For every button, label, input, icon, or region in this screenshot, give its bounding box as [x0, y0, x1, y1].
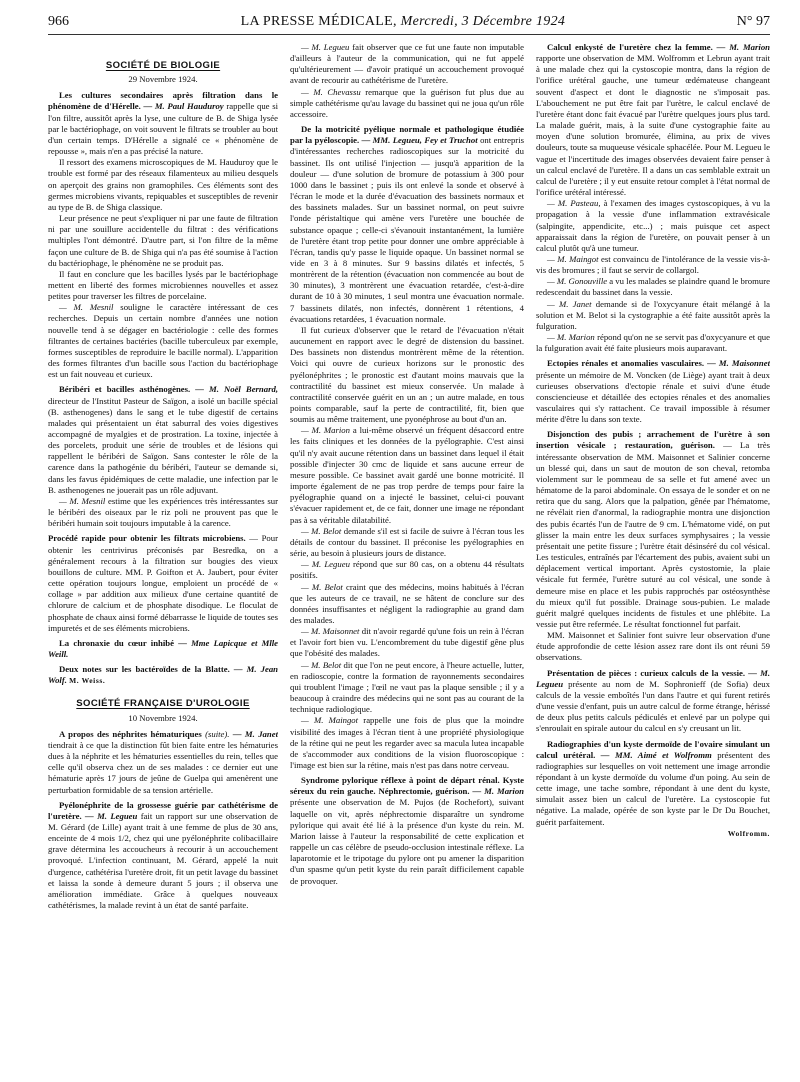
article-paragraph [290, 526, 524, 559]
article-heading-suffix: (suite). [201, 728, 230, 739]
article-heading: Ectopies rénales et anomalies vasculaires. [547, 358, 705, 369]
speaker-name: — M. Maingot [301, 715, 359, 726]
article-text: répond qu'on ne se servit pas d'oxycyanure et que la fulguration avait été faite plusieurs mois auparavant. [536, 332, 770, 354]
article-paragraph [290, 559, 524, 581]
article-author: — M. Noël Bernard, [190, 384, 278, 395]
speaker-name: — M. Marion [301, 425, 350, 436]
article-paragraph: Leur présence ne peut s'expliquer ni par une faute de filtration ni par une souillure accidentelle du filtrat : des vérifications multiples l'ont démontré. D'autre part, si l'on filtre de la même façon une culture de B. de Shiga qui n'a pas été soumise à l'action du bactériophage, le phénomène ne se produit pas. [48, 213, 278, 268]
article-text: tiendrait à ce que la distinction fût bien faite entre les hématuries dues à la néphrite et les hématuries essentielles du rein, telles que celle qu'il observa chez un de ses malades : ce dernier eut une hématurie après 17 jours de jeûne de Guelpa qui amenèrent une perturbation formidable de sa tension artérielle. [48, 739, 278, 795]
article-heading: Radiographies d'un kyste dermoïde de l'ovaire simulant un calcul urétéral. [536, 738, 770, 760]
article-text: fait un rapport sur une observation de M. Gérard (de Lille) ayant trait à une femme de plus de 30 ans, enceinte de 4 mois 1/2, chez qui une pyélonéphrite colibacillaire grave détermina les accoucheurs à recourir à un accouchement provoqué. L'infection continuant, M. Gérard, appelé la nuit d'urgence, cathétérisa l'uretère droit, fit un petit lavage du bassinet et laissa la sonde à demeure durant 5 jours ; il observa une amélioration immédiate. Grâce à quelques nouveaux cathétérismes, la malade revint à un état de santé parfaite. [48, 810, 278, 911]
article-paragraph [290, 775, 524, 887]
article-paragraph [48, 302, 278, 380]
article-paragraph [48, 664, 278, 686]
article-text: a vu les malades se plaindre quand le bromure redescendait du bassinet dans la vessie. [536, 276, 770, 298]
speaker-name: — M. Gonouville [547, 276, 608, 287]
speaker-name: — M. Janet [547, 298, 592, 309]
article-author: — MM. Aimé et Wolfromm [595, 749, 712, 760]
article-columns [48, 42, 770, 1076]
article-heading: Calcul enkysté de l'uretère chez la femme. [547, 42, 713, 52]
journal-name: LA PRESSE MÉDICALE, [240, 14, 397, 29]
article-heading: Présentation de pièces : curieux calculs de la vessie. [547, 667, 746, 678]
article-text: ont entrepris d'intéressantes recherches radioscopiques sur la motricité du bassinet. Ils ont utilisé l'injection — jusqu'à apparition de la douleur — d'une solution de bromure de potassium à 300 pour 1000 dans le bassinet ; puis ils ont enlevé la sonde et observé à l'écran le mode et la durée d'évacuation des bassinets normaux et des bassinets malades. Sur un bassinet normal, on peut suivre l'onde péristaltique qui amène vers l'uretère une bouchée de substance opaque ; celle-ci s'évanouit instantanément, la lumière de l'uretère étant trop petite pour donner une ombre appréciable à l'écran, tandis qu'y passe le liquide opaque. Un bassinet normal se vide en 3 à 8 minutes. Sur 9 bassins dilatés et infectés, 5 montrèrent de la rétention (évacuation non commencée au bout de 30 minutes), 3 montrèrent une évacuation retardée, c'est-à-dire durant de 10 à 30 minutes, 1 seul montra une évacuation normale. 7 bassinets dilatés, non infectés, donnèrent 1 rétentions, 4 évacuations retardées, 1 évacuation normale. [290, 135, 524, 324]
article-paragraph [290, 425, 524, 525]
section-title-urologie: SOCIÉTÉ FRANÇAISE D'UROLOGIE [76, 698, 250, 710]
column-3 [536, 42, 770, 1076]
speaker-name: — M. Marion [547, 332, 595, 343]
article-author: — M. Maisonnet [704, 358, 770, 369]
article-text: estime que les expériences très intéressantes sur le béribéri des oiseaux par le riz poli ne prouvent pas que le béribéri humain soit toujours imputable à la carence. [48, 495, 278, 529]
article-heading: Procédé rapide pour obtenir les filtrats microbiens. [48, 533, 246, 544]
article-author: — M. Marion [469, 786, 524, 797]
article-paragraph [536, 254, 770, 276]
article-text: — La très intéressante observation de MM. Maisonnet et Salinier concerne un blessé qui, dans un saut de mouton de son cheval, retomba violemment sur le pommeau de sa selle et fut amené avec un hématome de la paroi abdominale. On essaya de le sonder et on ne retira que du sang. Alors que la palpation, gênée par l'hématome, ne révélait rien d'anormal, la radiographie montra une disjonction des pubis écartés l'un de l'autre de 9 cm. L'hématome vidé, on put glisser la main entre les deux surfaces symphysaires ; la vessie présentait une petite fissure ; l'urètre était désinséré du col vésical. Les testicules, entraînés par l'écartement des pubis, avaient subi un déplacement vertical important. Après cystostomie, la plaie vésicale fut fermée, l'urètre suturé au col vésical, une sonde à demeure mise en place et les pubis rapprochés par ostéosynthèse du mieux qu'il fut possible. Drainage sous-pubien. Le malade guérit malgré quelques incidents de fistules et une phlébite. La vessie put être refermée. Le résultat fonctionnel fut parfait. [536, 440, 770, 629]
speaker-name: — M. Chevassu [301, 86, 361, 97]
article-paragraph: Il ressort des examens microscopiques de M. Hauduroy que le trouble est formé par des réseaux filamenteux au milieu desquels on aperçoit des grains non gramophiles. Ces éléments sont des germes microbiens vivants, repiquables et susceptibles de revenir au type de B. de Shiga classique. [48, 157, 278, 212]
article-heading: A propos des néphrites hématuriques [59, 728, 202, 739]
article-paragraph [48, 638, 278, 660]
article-text: rapporte une observation de MM. Wolfromm et Lebrun ayant trait à une malade chez qui la cystoscopie montra, dans la région de l'orifice urétéral gauche, une tumeur œdémateuse changeant souvent d'aspect et dont le diagnostic ne s'imposait pas. L'abouchement ne put être fait par l'urètre, le calcul enclavé de l'uretère étant donc fait évacué par l'urètre quelques jours plus tard. La malade guérit, mais, à la suite d'une cystographie faite au moyen d'une solution bromurée, élimina, au prix de vives douleurs, toute sa muqueuse vésicale sphacélée. Pour M. Legueu le vague et l'incertitude des images observées devaient faire penser à un calcul enclavé de l'uretère. Il a dans un cas semblable extrait un calcul de l'uretère ; il y eut ensuite retour complet à l'état normal de l'orifice urétéral intéressé. [536, 53, 770, 198]
article-author: — M. Legueu [536, 667, 770, 689]
article-paragraph [536, 739, 770, 828]
journal-title-line [241, 14, 566, 30]
speaker-name: — M. Mesnil [59, 495, 106, 506]
article-heading: Les cultures secondaires après filtration dans le phénomène de d'Hérelle. [48, 90, 278, 112]
article-paragraph: Il fut curieux d'observer que le retard de l'évacuation n'était aucunement en rapport avec le degré de distension du bassinet. Des bassinets non distendus montrèrent même de la rétention. Voici qui ouvre de curieux horizons sur le pronostic des pyélonéphrites ; le pronostic est d'autant moins mauvais que la contractilité du bassinet est mieux conservée. Un malade à contractilité conservée guérit en un an ; un autre malade, en tous points comparable, sauf la perte de contractilité, fit, bien que soumis au même traitement, une pyonéphrose au bout d'un an. [290, 324, 524, 425]
article-paragraph: MM. Maisonnet et Salinier font suivre leur observation d'une étude approfondie de cette lésion assez rare dont ils ont réuni 59 observations. [536, 630, 770, 663]
article-text: présente au nom de M. Sophronieff (de Sofia) deux calculs de la vessie emboîtés l'un dans l'autre et qui furent retirés d'une vessie d'enfant, puis un autre calcul de forme étrange, hérissé de deux plus petits calculs pédiculés et enlevé par un polype qui s'enroulait en spirale autour du calcul en s'y creusant un lit. [536, 678, 770, 734]
section-date-biologie: 29 Novembre 1924. [128, 74, 198, 85]
section-date-urologie: 10 Novembre 1924. [128, 712, 198, 723]
article-author: — MM. Legueu, Fey et Truchot [359, 135, 478, 146]
column-2 [290, 42, 524, 1076]
article-paragraph [536, 42, 770, 198]
article-text: présentent des radiographies sur lesquelles on voit nettement une image arrondie répondant à un kyste dermoïde du volume d'un poing. Au sein de cette image, une tache sombre, répondant à une dent du kyste, simulait assez bien un calcul de l'uretère. La cystoscopie fut négative. La malade, opérée de son kyste par le Dr Du Bouchet, guérit parfaitement. [536, 749, 770, 827]
article-author: — M. Jean Wolf. [48, 664, 278, 686]
article-paragraph: Il faut en conclure que les bacilles lysés par le bactériophage mettent en liberté des formes microbiennes nouvelles et assez petites pour traverser les filtres de porcelaine. [48, 268, 278, 302]
speaker-name: — M. Legueu [301, 42, 350, 52]
speaker-name: — M. Mesnil [59, 302, 114, 313]
article-paragraph [290, 42, 524, 87]
article-paragraph [536, 668, 770, 735]
speaker-name: — M. Maisonnet [301, 626, 360, 637]
article-text: présente une observation de M. Pujos (de Rochefort), suivant laquelle on vit, après néphrectomie disparaître un syndrome pylorique qui avait été lié à la présence d'un kyste du rein. M. Marion laisse à l'auteur la responsabilité de cette explication et rappelle un cas célèbre de pseudo-occlusion intestinale réflexe. La laparotomie et le tripotage du pylore ont pu amener la disparition d'un spasme qu'un petit kyste du rein paraît difficilement capable de provoquer. [290, 797, 524, 886]
article-text: craint que des médecins, moins habitués à l'écran que les auteurs de ce travail, ne se hâtent de conclure sur des données insuffisantes et négligent la radiographie au grand dam des malades. [290, 581, 524, 625]
article-author: — M. Legueu [81, 810, 138, 821]
reporter-signature: Wolfromm. [727, 828, 770, 838]
article-text: demande si de l'oxycyanure était mélangé à la solution et M. Belot si la cystographie a été faite aussitôt après la fulguration. [536, 298, 770, 331]
article-heading: De la motricité pyélique normale et pathologique étudiée par la pyéloscopie. [290, 124, 524, 146]
article-paragraph [536, 198, 770, 254]
issue-date: Mercredi, 3 Décembre 1924 [400, 14, 566, 29]
speaker-name: — M. Pasteau, [547, 198, 601, 209]
article-paragraph [48, 90, 278, 157]
article-paragraph [536, 332, 770, 354]
article-text: répond que sur 80 cas, on a obtenu 44 résultats positifs. [290, 559, 524, 581]
article-text: dit n'avoir regardé qu'une fois un rein à l'écran et l'avoir fort bien vu. L'encombrement du tube digestif gêne plus que l'obésité des malades. [290, 626, 524, 659]
article-paragraph [48, 533, 278, 633]
article-heading: Deux notes sur les bactéroïdes de la Blatte. [59, 664, 230, 675]
article-text: directeur de l'Institut Pasteur de Saïgon, a isolé un bacille spécial (B. asthenogenes) dans le sang et le tube digestif de certains malades qui présentaient un état saburral des voies digestives accompagné de myalgies et de prostration. La toxine, injectée à des porcelets, produit une série de troubles et de lésions qui rappellent le béribéri de Saïgon. Sans contester le rôle de la carence dans la pathogénie du béribéri, l'auteur se demande si, dans les favus épidémiques de cette maladie, une infection par le B. asthenogenes ne jouerait pas un rôle adjuvant. [48, 395, 278, 495]
page-number: 966 [48, 14, 69, 29]
article-paragraph [536, 358, 770, 425]
article-text: demande s'il est si facile de suivre à l'écran tous les détails de contour du bassinet. Il préconise les pyélographies en série, au besoin à plusieurs jours de distance. [290, 525, 524, 559]
article-paragraph [48, 384, 278, 496]
article-paragraph [536, 276, 770, 298]
article-text: fait observer que ce fut une faute non imputable d'ailleurs à l'auteur de la communication, qui ne fut appelé qu'ultérieurement — d'avoir pratiqué un accouchement provoqué avant de recourir au cathétérisme de l'uretère. [290, 42, 524, 86]
speaker-name: — M. Maingot [547, 253, 599, 264]
article-paragraph [290, 124, 524, 325]
article-paragraph [536, 299, 770, 332]
article-text: dit que l'on ne peut encore, à l'heure actuelle, lutter, en radioscopie, contre la formation de rayonnements secondaires qui troublent l'image ; l'œil ne vaut pas la plaque sensible ; il y a beaucoup à craindre des médecins qui ne sont pas au courant de la technique radiologique. [290, 659, 524, 715]
section-title-biologie: SOCIÉTÉ DE BIOLOGIE [105, 60, 221, 71]
article-heading: Disjonction des pubis ; arrachement de l'urètre à son insertion vésicale ; restauration, guérison. [536, 429, 770, 451]
speaker-name: — M. Legueu [301, 559, 350, 570]
article-text: est convaincu de l'intolérance de la vessie vis-à-vis des bromures ; il faut se servir de collargol. [536, 253, 770, 276]
article-text: remarque que la guérison fut plus due au simple cathétérisme qu'au lavage du bassinet qui ne joua qu'un rôle accessoire. [290, 86, 524, 119]
article-text: à l'examen des images cystoscopiques, à vu la propagation à la vessie d'une inflammation extravésicale (salpingite, appendicite, etc...) ; mais puisque cet aspect apparaissait dans la région de l'uretère, on pouvait penser à un calcul plutôt qu'à une tumeur. [536, 198, 770, 253]
article-text: souligne le caractère intéressant de ces recherches. Depuis un certain nombre d'années une notion nouvelle tend à se dégager en bactériologie : celle des formes filtrantes de certaines bactéries (bacille tuberculeux par exemple, formes susceptibles de reproduire le bacille normal). L'apparition des formes filtrantes d'un bacille sous l'action du bactériophage est un fait nouveau et curieux. [48, 302, 278, 380]
article-author: — M. Marion [712, 42, 770, 52]
article-heading: Pyélonéphrite de la grossesse guérie par cathétérisme de l'uretère. [48, 799, 278, 821]
article-paragraph [290, 87, 524, 120]
article-heading: La chronaxie du cœur inhibé [59, 637, 174, 648]
article-paragraph [290, 626, 524, 659]
article-paragraph [290, 660, 524, 716]
article-heading: Syndrome pylorique réflexe à point de départ rénal. Kyste séreux du rein gauche. Néphrectomie, guérison. [290, 775, 524, 797]
issue-number: N° 97 [736, 14, 770, 29]
article-author: — M. Paul Hauduroy [143, 101, 224, 112]
article-paragraph [536, 429, 770, 630]
column-1 [48, 42, 278, 1076]
speaker-name: — M. Belot [301, 525, 342, 536]
article-author: — Mme Lapicque et Mlle Weill. [48, 637, 278, 659]
speaker-name: — M. Belot [301, 659, 342, 670]
article-paragraph [48, 800, 278, 912]
reporter-signature: M. Weiss. [69, 676, 106, 686]
article-paragraph [48, 729, 278, 796]
article-text: — Pour obtenir les centrivirus préconisés par Besredka, on a généralement recours à la filtration sur bougies des vieux bouillons de culture. MM. P. Goifton et A. Jaubert, pour éviter cette opération toujours longue, emploient un procédé de « collage » par addition aux milieux d'une certaine quantité de chlorure de calcium et de phosphate disodique. Le floculat de phosphate de chaux ainsi formé débarrasse le liquide de toutes ses impuretés et de ses éléments microbiens. [48, 533, 278, 633]
article-paragraph [290, 715, 524, 771]
article-heading: Béribéri et bacilles asthénogènes. [59, 384, 191, 395]
article-text: a lui-même observé un fréquent désaccord entre les faits cliniques et les données de la pyélographie. C'est ainsi qu'il n'y avait aucune rétention dans un bassinet dans lequel il était possible d'injecter 30 cmc de liquide et sans aucune erreur de mesure possible. Ce bassinet avait gardé une bonne motricité. Il importe également de ne pas trop perdre de temps pour faire la pyélographie quand on a injecté le bassinet, celui-ci pouvant s'évacuer rapidement et, de ce fait, donner une image ne répondant pas à sa véritable dilatabilité. [290, 425, 524, 525]
article-paragraph [290, 582, 524, 627]
article-paragraph [48, 496, 278, 529]
speaker-name: — M. Belot [301, 581, 343, 592]
article-text: rappelle que si l'on filtre, aussitôt après la lyse, une culture de B. de Shiga lysée par le bactériophage, on voit souvent le filtrats se troubler au bout d'un certain temps. D'Hérelle a signalé ce « phénomène de repousse », mais n'en a pas précisé la nature. [48, 101, 278, 157]
article-text: présente un mémoire de M. Voncken (de Liège) ayant trait à deux curieuses observations d'ectopie rénale et suivi d'une étude consciencieuse et détaillée des ectopies rénales et des anomalies vasculaires qui s'y rattachent. Ce travail impossible à résumer mérite d'être lu dans son texte. [536, 369, 770, 425]
article-text: rappelle une fois de plus que la moindre visibilité des images à l'écran tient à une propriété physiologique de la rétine qui ne peut les regarder avec sa macula lutea incapable de s'accommoder aux conditions de la vision fluoroscopique : l'image est bien sur la rétine, mais n'est pas dans notre cerveau. [290, 715, 524, 770]
page-header [48, 14, 770, 35]
article-author: — M. Janet [229, 728, 278, 739]
